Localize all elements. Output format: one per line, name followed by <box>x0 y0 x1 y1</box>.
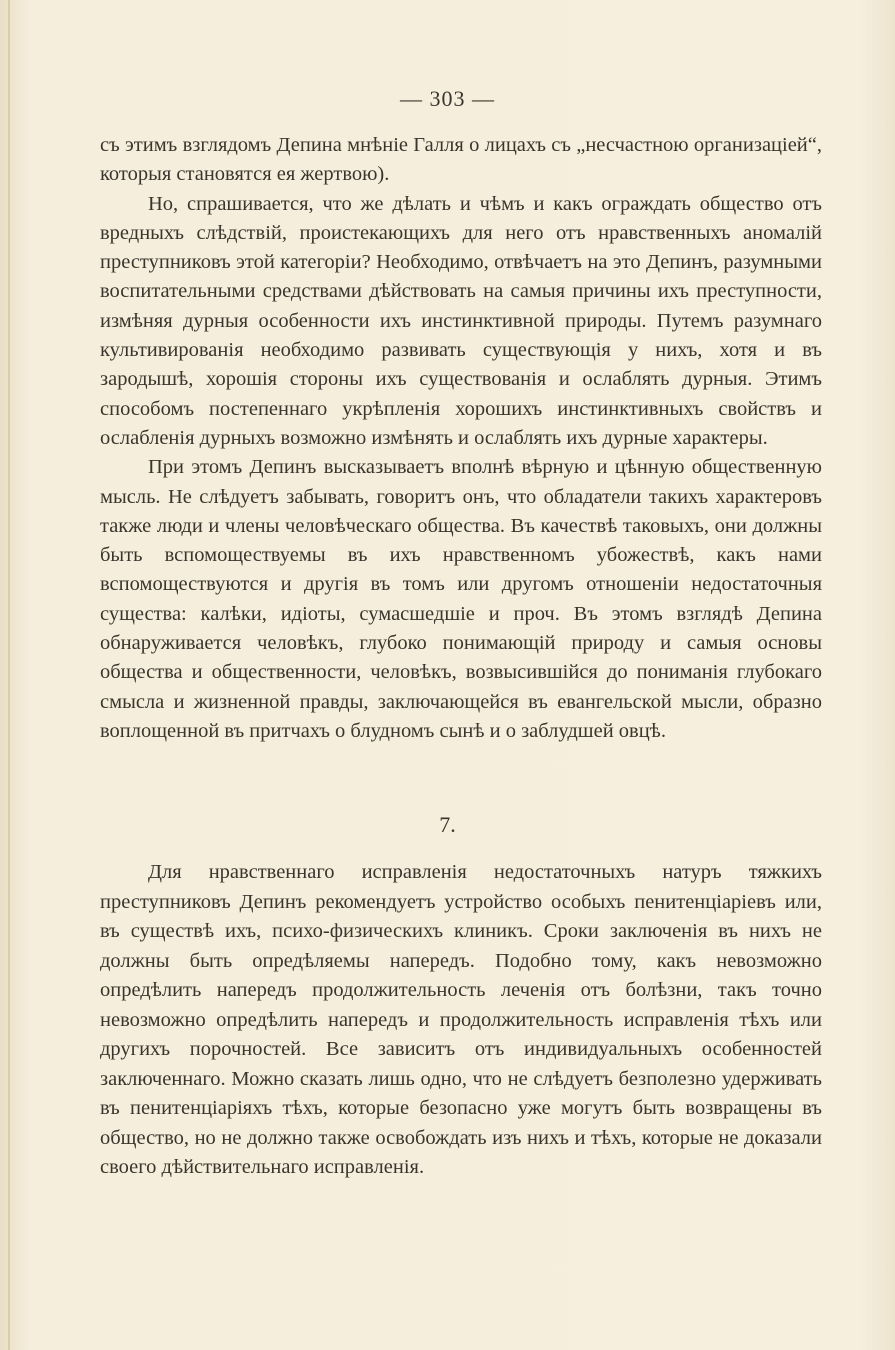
paragraph: Для нравственнаго исправленія недостаточныхъ натуръ тяжкихъ преступниковъ Депинъ рекомендуетъ устройство особыхъ пенитенціаріевъ или, въ существѣ ихъ, психо-физическихъ клиникъ. Сроки заключенія въ нихъ не должны быть опредѣляемы напередъ. Подобно тому, какъ невозможно опредѣлить напередъ продолжительность леченія отъ болѣзни, такъ точно невозможно опредѣлить напередъ и продолжительность исправленія тѣхъ или другихъ порочностей. Все зависитъ отъ индивидуальныхъ особенностей заключеннаго. Можно сказать лишь одно, что не слѣдуетъ безполезно удерживать въ пенитенціаріяхъ тѣхъ, которые безопасно уже могутъ быть возвращены въ общество, но не должно также освобождать изъ нихъ и тѣхъ, которые не доказали своего дѣйствительнаго исправленія. <box>100 861 822 1178</box>
paragraph: При этомъ Депинъ высказываетъ вполнѣ вѣрную и цѣнную общественную мысль. Не слѣдуетъ забывать, говоритъ онъ, что обладатели такихъ характеровъ также люди и члены человѣческаго общества. Въ качествѣ таковыхъ, они должны быть вспомоществуемы въ ихъ нравственномъ убожествѣ, какъ нами вспомоществуются и другія въ томъ или другомъ отношеніи недостаточныя существа: калѣки, идіоты, сумасшедшіе и проч. Въ этомъ взглядѣ Депина обнаруживается человѣкъ, глубоко понимающій природу и самыя основы общества и общественности, человѣкъ, возвысившійся до пониманія глубокаго смысла и жизненной правды, заключающейся въ евангельской мысли, образно воплощенной въ притчахъ о блудномъ сынѣ и о заблудшей овцѣ. <box>100 456 822 742</box>
section-text <box>100 858 822 1183</box>
body-text <box>100 131 822 746</box>
binding-edge <box>8 0 10 1350</box>
section-number: 7. <box>439 812 456 837</box>
page-number: — 303 — <box>400 86 495 111</box>
paragraph-continuation: съ этимъ взглядомъ Депина мнѣніе Галля о лицахъ съ „несчастною организаціей“, которыя становятся ея жертвою). <box>100 134 822 186</box>
paragraph: Но, спрашивается, что же дѣлать и чѣмъ и какъ ограждать общество отъ вредныхъ слѣдствій, проистекающихъ для него отъ нравственныхъ аномалій преступниковъ этой категоріи? Необходимо, отвѣчаетъ на это Депинъ, разумными воспитательными средствами дѣйствовать на самыя причины ихъ преступности, измѣняя дурныя особенности ихъ инстинктивной природы. Путемъ разумнаго культивированія необходимо развивать существующія у нихъ, хотя и въ зародышѣ, хорошія стороны ихъ существованія и ослаблять дурныя. Этимъ способомъ постепеннаго укрѣпленія хорошихъ инстинктивныхъ свойствъ и ослабленія дурныхъ возможно измѣнять и ослаблять ихъ дурные характеры. <box>100 192 822 449</box>
